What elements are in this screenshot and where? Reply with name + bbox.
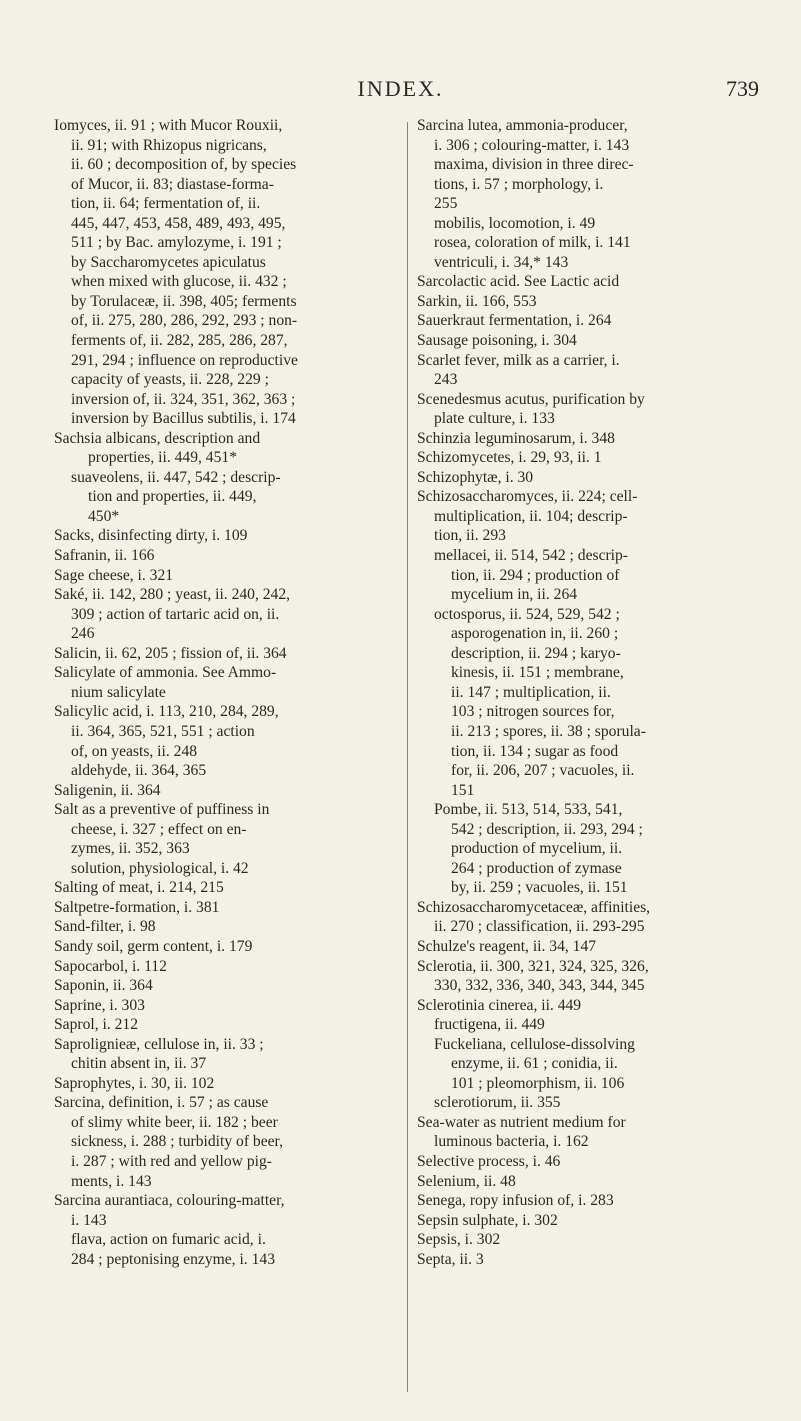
index-line: 284 ; peptonising enzyme, i. 143	[71, 1250, 275, 1268]
index-line: 450*	[88, 507, 120, 525]
index-line: mycelium in, ii. 264	[451, 586, 578, 604]
index-line: of Mucor, ii. 83; diastase-forma-	[71, 175, 274, 193]
index-line: solution, physiological, i. 42	[71, 859, 249, 877]
index-line: multiplication, ii. 104; descrip-	[434, 507, 628, 525]
index-line: nium salicylate	[71, 683, 166, 701]
index-line: Selective process, i. 46	[417, 1152, 561, 1170]
page-number: 739	[726, 76, 759, 101]
index-line: Sachsia albicans, description and	[54, 429, 261, 447]
index-line: 309 ; action of tartaric acid on, ii.	[71, 605, 280, 623]
index-line: cheese, i. 327 ; effect on en-	[71, 820, 247, 838]
index-line: 330, 332, 336, 340, 343, 344, 345	[434, 977, 645, 995]
index-line: description, ii. 294 ; karyo-	[451, 644, 621, 662]
index-line: Sea-water as nutrient medium for	[417, 1113, 626, 1131]
index-line: Senega, ropy infusion of, i. 283	[417, 1192, 614, 1210]
column-divider	[407, 122, 408, 1392]
index-line: Salicylic acid, i. 113, 210, 284, 289,	[54, 703, 279, 721]
index-line: Salicin, ii. 62, 205 ; fission of, ii. 364	[54, 644, 287, 662]
index-line: flava, action on fumaric acid, i.	[71, 1231, 266, 1249]
index-line: sclerotiorum, ii. 355	[434, 1094, 561, 1112]
index-line: enzyme, ii. 61 ; conidia, ii.	[451, 1055, 618, 1073]
index-line: 101 ; pleomorphism, ii. 106	[451, 1074, 625, 1092]
index-line: 445, 447, 453, 458, 489, 493, 495,	[71, 214, 286, 232]
index-line: 246	[71, 625, 95, 643]
index-line: Sausage poisoning, i. 304	[417, 332, 577, 350]
page-header	[40, 76, 761, 106]
index-line: Safranin, ii. 166	[54, 547, 155, 565]
index-line: Pombe, ii. 513, 514, 533, 541,	[434, 801, 623, 819]
index-line: octosporus, ii. 524, 529, 542 ;	[434, 605, 620, 623]
index-line: Sarkin, ii. 166, 553	[417, 292, 537, 310]
index-line: ferments of, ii. 282, 285, 286, 287,	[71, 332, 288, 350]
index-line: Septa, ii. 3	[417, 1250, 484, 1268]
index-line: i. 306 ; colouring-matter, i. 143	[434, 136, 630, 154]
index-line: zymes, ii. 352, 363	[71, 840, 190, 858]
index-line: for, ii. 206, 207 ; vacuoles, ii.	[451, 762, 635, 780]
index-line: inversion of, ii. 324, 351, 362, 363 ;	[71, 390, 296, 408]
index-line: maxima, division in three direc-	[434, 156, 634, 174]
index-line: luminous bacteria, i. 162	[434, 1133, 589, 1151]
index-line: 151	[451, 781, 475, 799]
index-line: Schizosaccharomyces, ii. 224; cell-	[417, 488, 638, 506]
index-line: inversion by Bacillus subtilis, i. 174	[71, 410, 296, 428]
index-column-right	[417, 116, 762, 1269]
index-line: properties, ii. 449, 451*	[88, 449, 237, 467]
index-line: ments, i. 143	[71, 1172, 152, 1190]
index-line: asporogenation in, ii. 260 ;	[451, 625, 619, 643]
index-line: ii. 60 ; decomposition of, by species	[71, 156, 297, 174]
index-line: kinesis, ii. 151 ; membrane,	[451, 664, 624, 682]
index-line: Scenedesmus acutus, purification by	[417, 390, 645, 408]
index-line: tions, i. 57 ; morphology, i.	[434, 175, 604, 193]
index-line: by, ii. 259 ; vacuoles, ii. 151	[451, 879, 628, 897]
index-line: ii. 213 ; spores, ii. 38 ; sporula-	[451, 722, 646, 740]
index-line: Saké, ii. 142, 280 ; yeast, ii. 240, 242,	[54, 586, 291, 604]
index-line: 103 ; nitrogen sources for,	[451, 703, 615, 721]
index-line: Sandy soil, germ content, i. 179	[54, 937, 253, 955]
index-line: Sepsis, i. 302	[417, 1231, 501, 1249]
index-line: Saprine, i. 303	[54, 996, 145, 1014]
index-line: tion and properties, ii. 449,	[88, 488, 257, 506]
index-line: Saligenin, ii. 364	[54, 781, 161, 799]
index-line: Saprol, i. 212	[54, 1016, 139, 1034]
index-line: Saltpetre-formation, i. 381	[54, 898, 220, 916]
index-line: rosea, coloration of milk, i. 141	[434, 234, 631, 252]
index-line: plate culture, i. 133	[434, 410, 555, 428]
index-line: Schizophytæ, i. 30	[417, 468, 534, 486]
index-line: Salting of meat, i. 214, 215	[54, 879, 224, 897]
index-line: Iomyces, ii. 91 ; with Mucor Rouxii,	[54, 117, 283, 134]
index-line: Saponin, ii. 364	[54, 977, 153, 995]
index-line: Sauerkraut fermentation, i. 264	[417, 312, 612, 330]
index-line: Sage cheese, i. 321	[54, 566, 174, 584]
index-line: mobilis, locomotion, i. 49	[434, 214, 596, 232]
index-line: suaveolens, ii. 447, 542 ; descrip-	[71, 468, 281, 486]
index-line: Schizomycetes, i. 29, 93, ii. 1	[417, 449, 602, 467]
index-line: Selenium, ii. 48	[417, 1172, 516, 1190]
index-line: Sepsin sulphate, i. 302	[417, 1211, 558, 1229]
index-column-left	[54, 116, 399, 1269]
index-line: i. 143	[71, 1211, 107, 1229]
index-line: Sclerotia, ii. 300, 321, 324, 325, 326,	[417, 957, 649, 975]
index-line: Saprophytes, i. 30, ii. 102	[54, 1074, 215, 1092]
index-line: Scarlet fever, milk as a carrier, i.	[417, 351, 620, 369]
index-line: Sarcolactic acid. See Lactic acid	[417, 273, 620, 291]
index-line: aldehyde, ii. 364, 365	[71, 762, 207, 780]
index-line: ii. 270 ; classification, ii. 293-295	[434, 918, 645, 936]
index-line: Sand-filter, i. 98	[54, 918, 156, 936]
index-line: 255	[434, 195, 458, 213]
index-line: Fuckeliana, cellulose-dissolving	[434, 1035, 635, 1053]
index-line: Schinzia leguminosarum, i. 348	[417, 429, 615, 447]
index-line: tion, ii. 293	[434, 527, 506, 545]
index-line: Schizosaccharomycetaceæ, affinities,	[417, 898, 651, 916]
index-line: tion, ii. 64; fermentation of, ii.	[71, 195, 261, 213]
index-line: Saprolignieæ, cellulose in, ii. 33 ;	[54, 1035, 264, 1053]
index-line: ii. 147 ; multiplication, ii.	[451, 683, 611, 701]
index-line: sickness, i. 288 ; turbidity of beer,	[71, 1133, 284, 1151]
index-line: capacity of yeasts, ii. 228, 229 ;	[71, 371, 269, 389]
index-line: Sarcina aurantiaca, colouring-matter,	[54, 1192, 285, 1210]
index-line: ventriculi, i. 34,* 143	[434, 253, 569, 271]
index-line: by Saccharomycetes apiculatus	[71, 253, 266, 271]
index-line: ii. 364, 365, 521, 551 ; action	[71, 722, 255, 740]
index-line: 291, 294 ; influence on reproductive	[71, 351, 298, 369]
page-title: INDEX.	[357, 76, 444, 101]
index-line: Schulze's reagent, ii. 34, 147	[417, 937, 597, 955]
index-line: ii. 91; with Rhizopus nigricans,	[71, 136, 267, 154]
index-line: Sacks, disinfecting dirty, i. 109	[54, 527, 248, 545]
index-line: 511 ; by Bac. amylozyme, i. 191 ;	[71, 234, 282, 252]
index-line: Salicylate of ammonia. See Ammo-	[54, 664, 277, 682]
index-line: of slimy white beer, ii. 182 ; beer	[71, 1113, 278, 1131]
index-line: when mixed with glucose, ii. 432 ;	[71, 273, 287, 291]
index-line: of, on yeasts, ii. 248	[71, 742, 198, 760]
index-line: mellacei, ii. 514, 542 ; descrip-	[434, 547, 629, 565]
index-line: 542 ; description, ii. 293, 294 ;	[451, 820, 643, 838]
index-line: 264 ; production of zymase	[451, 859, 622, 877]
index-line: i. 287 ; with red and yellow pig-	[71, 1152, 272, 1170]
index-line: Sarcina, definition, i. 57 ; as cause	[54, 1094, 269, 1112]
index-line: production of mycelium, ii.	[451, 840, 623, 858]
index-line: Sapocarbol, i. 112	[54, 957, 167, 975]
index-line: tion, ii. 134 ; sugar as food	[451, 742, 619, 760]
index-line: Salt as a preventive of puffiness in	[54, 801, 270, 819]
index-line: chitin absent in, ii. 37	[71, 1055, 207, 1073]
index-line: Sclerotinia cinerea, ii. 449	[417, 996, 582, 1014]
index-line: by Torulaceæ, ii. 398, 405; ferments	[71, 292, 297, 310]
index-line: of, ii. 275, 280, 286, 292, 293 ; non-	[71, 312, 298, 330]
index-line: tion, ii. 294 ; production of	[451, 566, 620, 584]
index-line: fructigena, ii. 449	[434, 1016, 545, 1034]
index-line: Sarcina lutea, ammonia-producer,	[417, 117, 628, 134]
index-line: 243	[434, 371, 458, 389]
